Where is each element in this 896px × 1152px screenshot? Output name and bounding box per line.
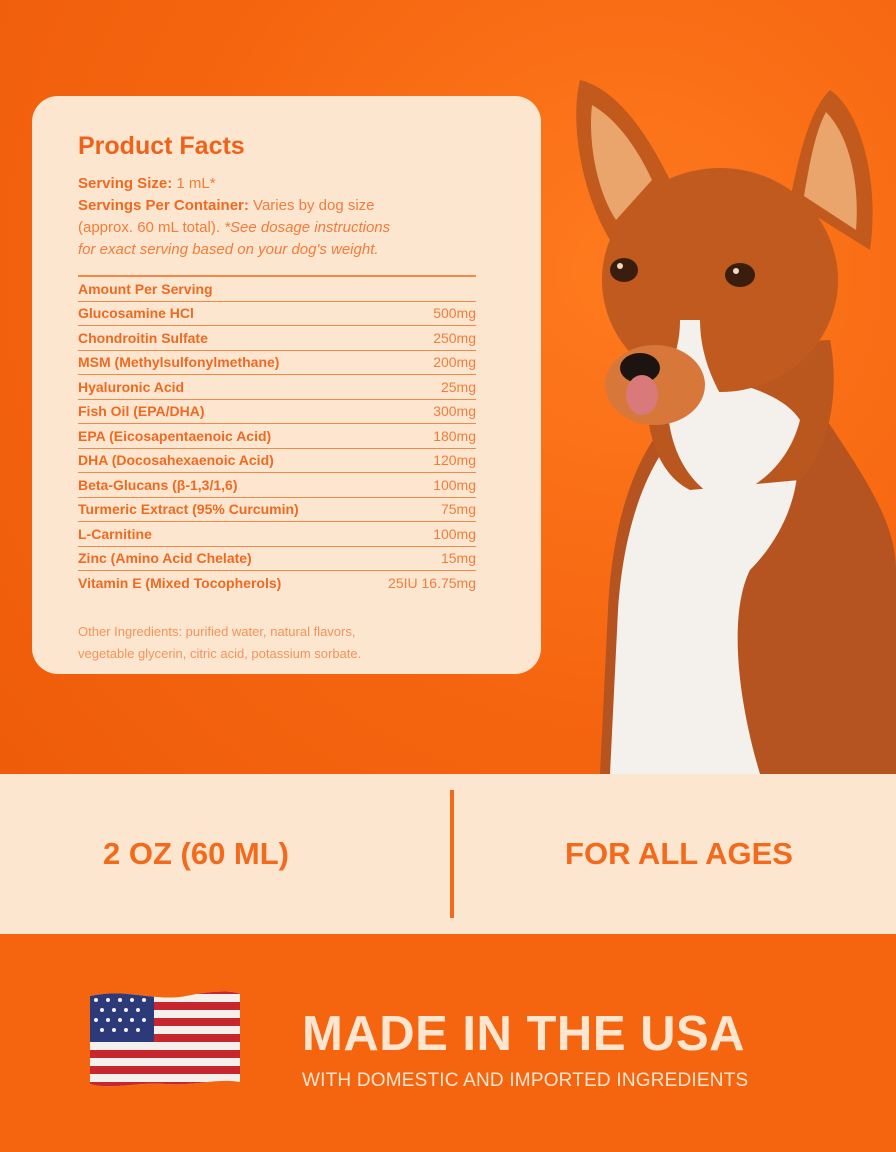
table-row [78,547,476,572]
ingredient-value: 120mg [433,452,476,469]
dosage-note-2: for exact serving based on your dog's weight. [78,241,379,258]
servings-label: Servings Per Container: [78,197,249,214]
made-in-usa-subtitle: WITH DOMESTIC AND IMPORTED INGREDIENTS [302,1070,749,1091]
table-row [78,400,476,425]
table-row [78,473,476,498]
table-row [78,326,476,351]
ingredient-name: Vitamin E (Mixed Tocopherols) [78,574,282,591]
serving-info [78,173,495,261]
us-flag-icon [86,986,244,1090]
facts-title: Product Facts [78,132,245,160]
table-header-row [78,277,476,302]
table-row [78,302,476,327]
serving-size-label: Serving Size: [78,175,173,192]
ingredient-name: DHA (Docosahexaenoic Acid) [78,452,274,469]
product-facts-card [32,96,541,674]
approx-text: (approx. 60 mL total). [78,219,225,236]
ingredient-value: 25mg [440,378,476,395]
ingredient-value: 15mg [440,550,476,567]
info-band [0,774,896,934]
ingredient-name: EPA (Eicosapentaenoic Acid) [78,427,272,444]
serving-size-value: 1 mL* [172,175,216,192]
dosage-note-1: *See dosage instructions [224,219,391,236]
table-row [78,424,476,449]
ingredient-name: MSM (Methylsulfonylmethane) [78,354,280,371]
table-header: Amount Per Serving [78,280,213,297]
ingredient-value: 200mg [433,354,476,371]
size-cell [0,774,448,934]
ingredient-value: 500mg [433,305,476,322]
made-in-usa-title: MADE IN THE USA [302,1007,746,1061]
size-label: 2 OZ (60 ML) [102,836,289,871]
made-in-usa-section [0,934,896,1152]
ingredient-value: 180mg [433,427,476,444]
table-row [78,375,476,400]
other-ingredients [78,621,478,665]
dog-photo [560,50,896,774]
table-row [78,571,476,595]
ingredient-name: Chondroitin Sulfate [78,329,208,346]
ingredient-value: 250mg [433,329,476,346]
table-row [78,498,476,523]
ages-cell [452,774,896,934]
other-ingredients-line-1: Other Ingredients: purified water, natural flavors, [78,623,356,639]
ingredient-name: Beta-Glucans (β-1,3/1,6) [78,476,238,493]
ingredient-name: Zinc (Amino Acid Chelate) [78,550,252,567]
ingredient-value: 75mg [440,501,476,518]
ingredient-name: Hyaluronic Acid [78,378,185,395]
facts-table [78,275,476,595]
table-row [78,449,476,474]
ingredient-value: 100mg [433,476,476,493]
other-ingredients-line-2: vegetable glycerin, citric acid, potassium sorbate. [78,645,362,661]
servings-value: Varies by dog size [248,197,375,214]
ingredient-value: 25IU 16.75mg [388,574,476,591]
ingredient-name: Glucosamine HCl [78,305,194,322]
ingredient-value: 300mg [433,403,476,420]
table-row [78,522,476,547]
ingredient-value: 100mg [433,525,476,542]
ingredient-name: L-Carnitine [78,525,152,542]
table-row [78,351,476,376]
ingredient-name: Fish Oil (EPA/DHA) [78,403,205,420]
ages-label: FOR ALL AGES [565,836,793,871]
ingredient-name: Turmeric Extract (95% Curcumin) [78,501,299,518]
